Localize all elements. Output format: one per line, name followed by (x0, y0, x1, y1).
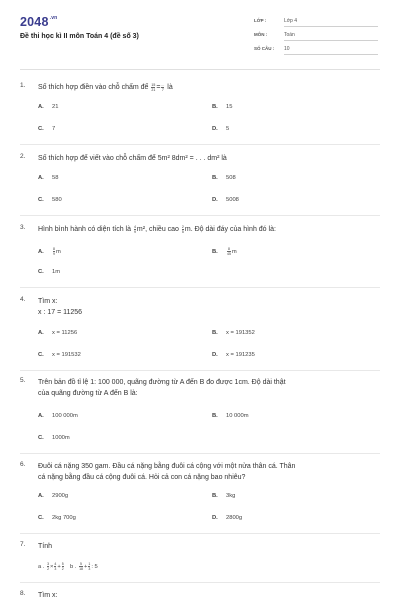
option-a[interactable]: A. 58 (38, 175, 59, 181)
option-c[interactable]: C. 1000m (38, 435, 70, 441)
question-divider (20, 215, 380, 216)
fraction: $\frac{2}{5}$ (181, 224, 184, 234)
question-divider (20, 287, 380, 288)
question-divider (20, 370, 380, 371)
option-c[interactable]: C. 7 (38, 126, 56, 132)
exam-title: Đề thi học kì II môn Toán 4 (đề số 3) (20, 33, 139, 40)
logo: $2048^{.vn}$ (20, 15, 58, 29)
exam-header (0, 0, 400, 74)
option-d[interactable]: D. 5008 (212, 197, 239, 203)
question-number: 3. (20, 224, 26, 231)
question-text-cont: của quãng đường từ A đến B là: (38, 390, 138, 397)
option-b[interactable]: B. 10 000m (212, 413, 249, 419)
question-text: Đuôi cá nặng 350 gam. Đầu cá nặng bằng đuôi cá cộng với một nửa thân cá. Thân (38, 463, 296, 470)
meta-value-subject: Toán (284, 32, 378, 41)
option-b[interactable]: B. $\frac{8}{45}$ m (212, 247, 237, 256)
meta-label-subject: MÔN : (254, 32, 268, 37)
question-divider (20, 533, 380, 534)
question-text: Số thích hợp điền vào chỗ chấm để $\frac{15}{21}$ = $\frac{...}{7}$ là (38, 82, 173, 92)
question-divider (20, 453, 380, 454)
question-text: Số thích hợp để viết vào chỗ chấm để 5m² 8dm² = . . . dm² là (38, 155, 227, 162)
option-a[interactable]: A. 100 000m (38, 413, 78, 419)
question-number: 1. (20, 82, 26, 89)
option-d[interactable]: D. 2800g (212, 515, 243, 521)
question-number: 7. (20, 541, 26, 548)
fraction: $\frac{15}{21}$ (151, 82, 156, 92)
option-b[interactable]: B. 15 (212, 104, 233, 110)
option-a[interactable]: A. 21 (38, 104, 59, 110)
option-c[interactable]: C. 2kg 700g (38, 515, 76, 521)
question-text: Tính (38, 543, 53, 550)
option-c[interactable]: C. 580 (38, 197, 62, 203)
question-number: 2. (20, 153, 26, 160)
question-number: 6. (20, 461, 26, 468)
question-text: Hình bình hành có diện tích là $\frac{4}{9}$ m², chiều cao $\frac{2}{5}$ m. Độ dài đáy của hình đó là: (38, 224, 276, 234)
question-divider (20, 144, 380, 145)
option-d[interactable]: D. x = 191235 (212, 352, 255, 358)
meta-value-count: 10 (284, 46, 378, 55)
meta-value-class: Lớp 4 (284, 18, 378, 27)
option-a[interactable]: A. 2900g (38, 493, 69, 499)
question-number: 5. (20, 377, 26, 384)
option-c[interactable]: C. x = 191532 (38, 352, 81, 358)
question-text: Trên bản đồ tỉ lệ 1: 100 000, quãng đường từ A đến B đo được 1cm. Độ dài thật (38, 379, 286, 386)
question-number: 8. (20, 590, 26, 597)
option-d[interactable]: D. 5 (212, 126, 230, 132)
meta-label-class: LỚP : (254, 18, 267, 23)
option-a[interactable]: A. x = 11256 (38, 330, 78, 336)
question-text-cont: cá nặng bằng đầu cá cộng đuôi cá. Hỏi cả con cá nặng bao nhiêu? (38, 474, 246, 481)
option-c[interactable]: C. 1m (38, 269, 61, 275)
meta-label-count: SỐ CÂU : (254, 46, 275, 51)
question-equation: x : 17 = 11256 (38, 309, 83, 316)
option-b[interactable]: B. x = 191352 (212, 330, 255, 336)
fraction: $\frac{4}{9}$ (133, 224, 136, 234)
header-divider (20, 69, 380, 70)
option-b[interactable]: B. 3kg (212, 493, 236, 499)
question-divider (20, 582, 380, 583)
option-a[interactable]: A. $\frac{8}{9}$ m (38, 247, 61, 256)
question-text: Tìm x: (38, 592, 58, 599)
question-number: 4. (20, 296, 26, 303)
option-b[interactable]: B. 508 (212, 175, 236, 181)
question-text: Tìm x: (38, 298, 58, 305)
subquestion-b: b . $\frac{5}{18}$ + $\frac{1}{3}$ : 5 (70, 562, 98, 571)
subquestion-a: a . $\frac{3}{2}$ × $\frac{4}{3}$ + $\frac{5}{2}$ (38, 562, 64, 571)
fraction: $\frac{...}{7}$ (161, 82, 165, 92)
